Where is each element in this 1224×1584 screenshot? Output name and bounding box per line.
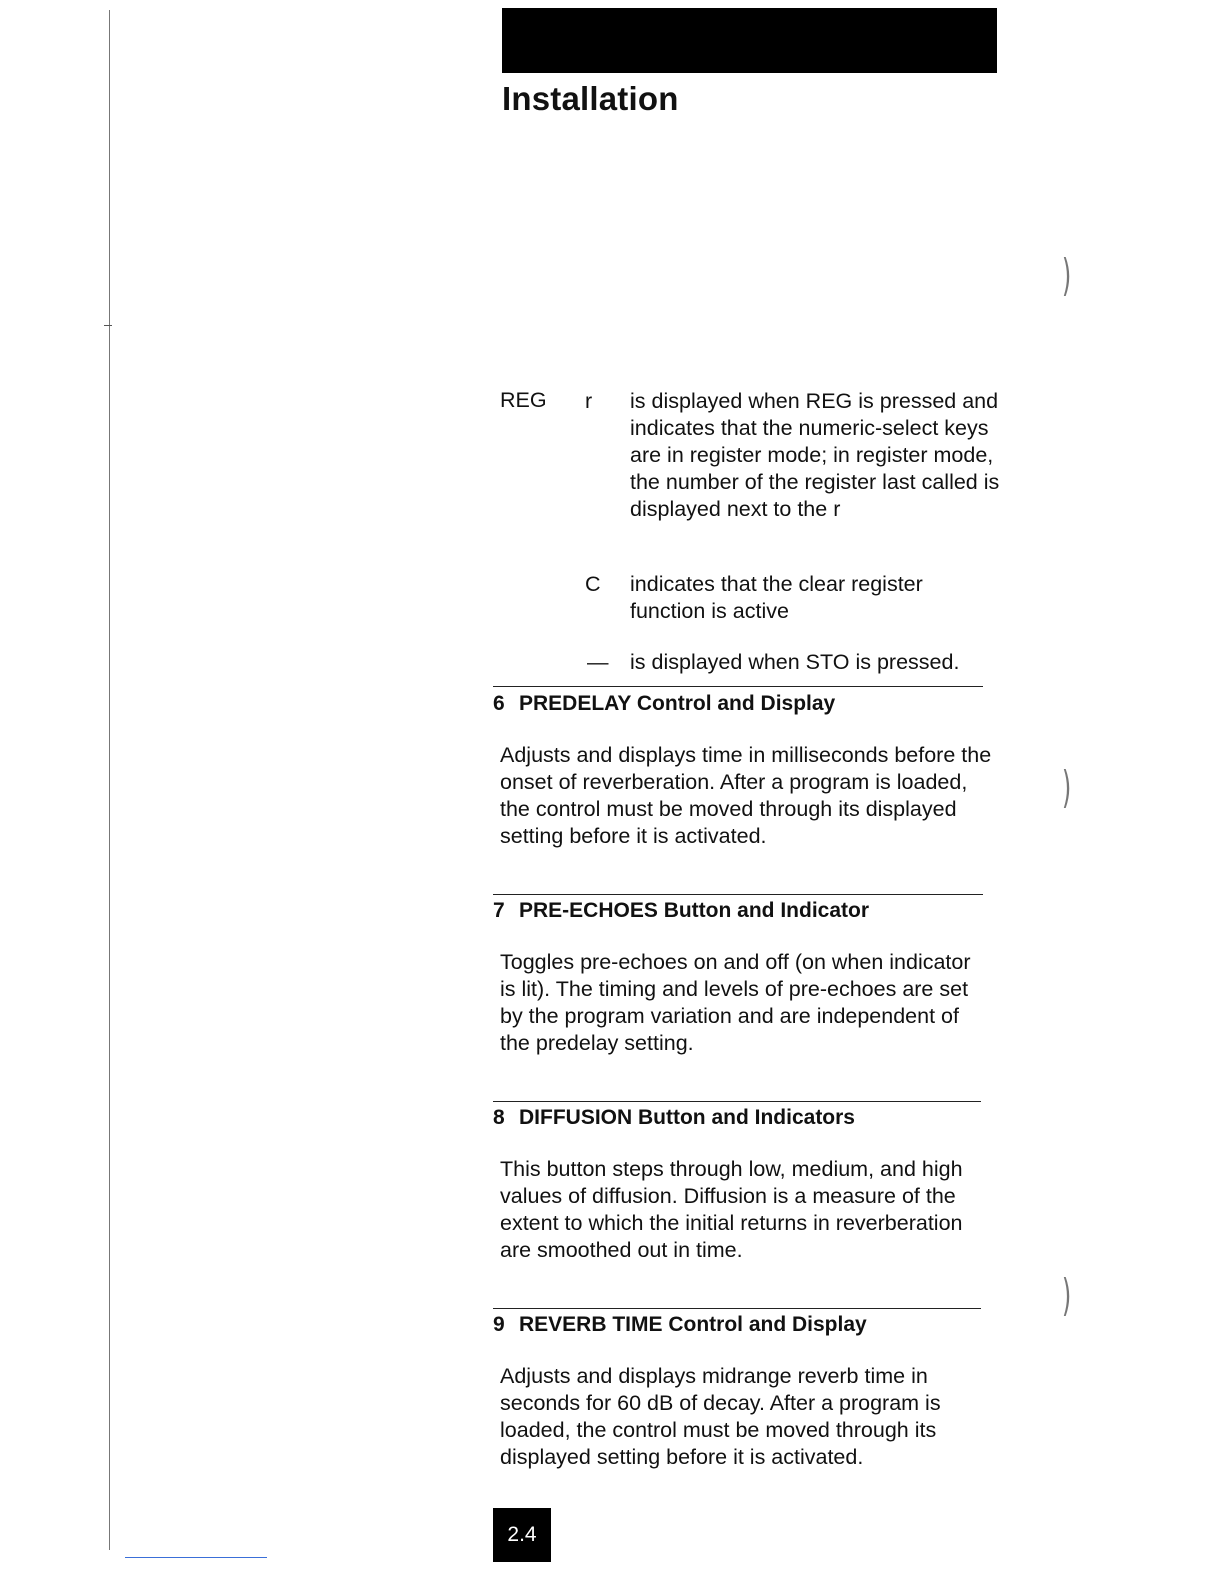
section-number: 7	[493, 899, 505, 922]
legend-symbol-dash: —	[587, 650, 609, 674]
section-heading-diffusion	[493, 1106, 855, 1130]
section-body-pre-echoes: Toggles pre-echoes on and off (on when indicator is lit). The timing and levels of pre-echoes are set by the program variation and are independent of the predelay setting.	[500, 950, 971, 1055]
legend-text-c: indicates that the clear register function is active	[630, 572, 923, 623]
header-bar	[502, 8, 997, 73]
section-number: 8	[493, 1106, 505, 1129]
section-rule	[493, 894, 983, 895]
legend-symbol-c: C	[585, 572, 601, 596]
bottom-left-rule	[125, 1557, 267, 1558]
section-rule	[493, 686, 983, 687]
section-title: PREDELAY Control and Display	[519, 692, 836, 715]
section-rule	[493, 1101, 981, 1102]
section-body-diffusion: This button steps through low, medium, and high values of diffusion. Diffusion is a measure of the extent to which the initial returns in reverberation are smoothed out in time.	[500, 1157, 963, 1262]
section-body-predelay: Adjusts and displays time in milliseconds before the onset of reverberation. After a program is loaded, the control must be moved through its displayed setting before it is activated.	[500, 743, 992, 848]
page-title: Installation	[502, 80, 679, 117]
section-number: 6	[493, 692, 505, 715]
page-number-box	[493, 1508, 551, 1562]
legend-text-dash: is displayed when STO is pressed.	[630, 650, 960, 674]
punch-hole-mark: )	[1061, 1270, 1072, 1321]
punch-hole-mark: )	[1061, 250, 1072, 301]
section-body-reverb-time: Adjusts and displays midrange reverb time in seconds for 60 dB of decay. After a program is loaded, the control must be moved through its displayed setting before it is activated.	[500, 1364, 941, 1469]
section-number: 9	[493, 1313, 505, 1336]
binding-tick-mark	[104, 325, 112, 326]
section-rule	[493, 1308, 981, 1309]
reg-label: REG	[500, 388, 547, 412]
section-title: REVERB TIME Control and Display	[519, 1313, 867, 1336]
section-title: PRE-ECHOES Button and Indicator	[519, 899, 870, 922]
section-heading-pre-echoes	[493, 899, 869, 923]
legend-symbol-r: r	[585, 389, 593, 413]
section-heading-reverb-time	[493, 1313, 867, 1337]
page-number: 2.4	[507, 1523, 537, 1546]
legend-text-r: is displayed when REG is pressed and indicates that the numeric-select keys are in register mode; in register mode, the number of the register last called is displayed next to the r	[630, 389, 1000, 521]
section-title: DIFFUSION Button and Indicators	[519, 1106, 855, 1129]
section-heading-predelay	[493, 692, 835, 716]
punch-hole-mark: )	[1061, 762, 1072, 813]
binding-edge-line	[109, 10, 110, 1550]
